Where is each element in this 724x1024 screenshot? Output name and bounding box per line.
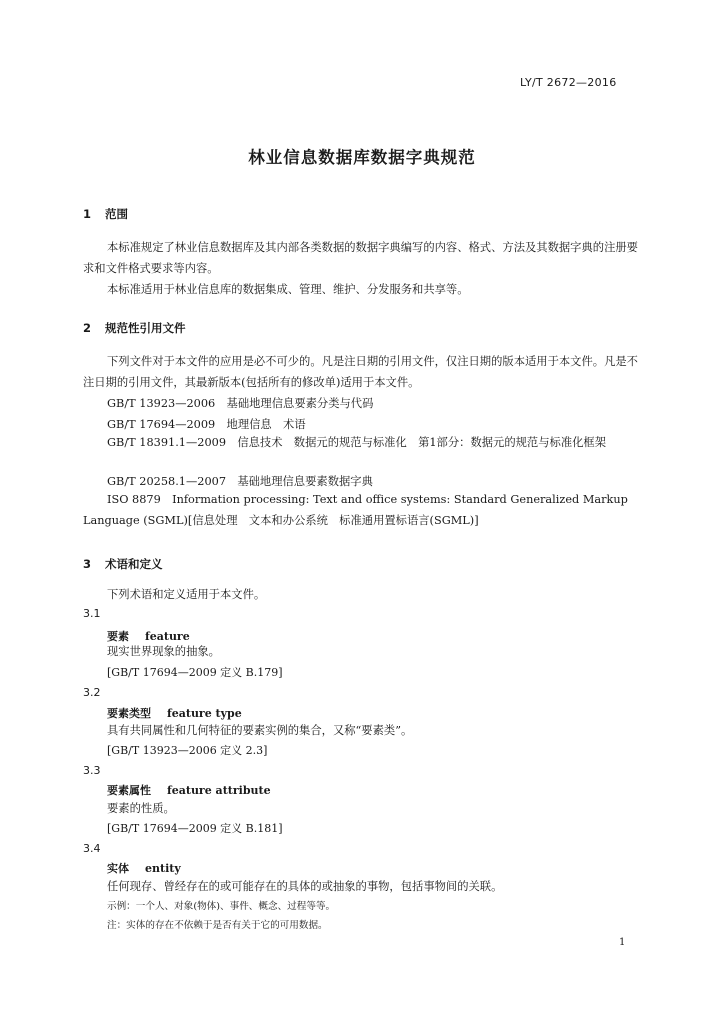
section-number: 3 xyxy=(83,557,92,571)
term-number: 3.2 xyxy=(83,686,101,699)
section-title: 范围 xyxy=(105,207,128,221)
term-name xyxy=(107,705,242,721)
term-en: feature xyxy=(145,630,190,643)
term-definition: 要素的性质。 xyxy=(107,802,175,815)
normative-ref: GB/T 18391.1—2009 信息技术 数据元的规范与标准化 第1部分：数据元的规范与标准化框架 xyxy=(107,436,607,449)
terms-intro: 下列术语和定义适用于本文件。 xyxy=(107,588,266,601)
term-number: 3.3 xyxy=(83,764,101,777)
term-cn: 要素 xyxy=(107,630,129,643)
document-title: 林业信息数据库数据字典规范 xyxy=(248,148,476,167)
term-number: 3.4 xyxy=(83,842,101,855)
scope-paragraph-1: 本标准规定了林业信息数据库及其内部各类数据的数据字典编写的内容、格式、方法及其数据字典的注册要求和文件格式要求等内容。 xyxy=(83,241,638,275)
term-cn: 要素属性 xyxy=(107,784,151,797)
term-number: 3.1 xyxy=(83,607,101,620)
term-example: 示例：一个人、对象(物体)、事件、概念、过程等等。 xyxy=(107,901,336,912)
page-number: 1 xyxy=(619,937,626,948)
term-definition: 具有共同属性和几何特征的要素实例的集合，又称“要素类”。 xyxy=(107,724,413,737)
normative-ref: ISO 8879 Information processing: Text and office systems: Standard Generalized Markup Language (SGML)[信息处理 文本和办公系统 标准通用置标语言(SGML)] xyxy=(83,493,628,527)
normative-intro: 下列文件对于本文件的应用是必不可少的。凡是注日期的引用文件，仅注日期的版本适用于本文件。凡是不注日期的引用文件，其最新版本(包括所有的修改单)适用于本文件。 xyxy=(83,355,638,389)
term-source: [GB/T 17694—2009 定义 B.181] xyxy=(107,822,283,835)
term-definition: 任何现存、曾经存在的或可能存在的具体的或抽象的事物，包括事物间的关联。 xyxy=(107,880,503,893)
normative-ref: GB/T 17694—2009 地理信息 术语 xyxy=(107,418,306,431)
term-name xyxy=(107,860,181,876)
section-number: 1 xyxy=(83,207,92,221)
term-name xyxy=(107,782,271,798)
term-note: 注：实体的存在不依赖于是否有关于它的可用数据。 xyxy=(107,920,328,931)
term-en: feature attribute xyxy=(167,784,271,797)
normative-ref: GB/T 13923—2006 基础地理信息要素分类与代码 xyxy=(107,397,374,410)
term-cn: 实体 xyxy=(107,862,129,875)
normative-ref: GB/T 20258.1—2007 基础地理信息要素数据字典 xyxy=(107,475,373,488)
section-title: 术语和定义 xyxy=(105,557,163,571)
term-en: feature type xyxy=(167,707,242,720)
term-cn: 要素类型 xyxy=(107,707,151,720)
term-source: [GB/T 13923—2006 定义 2.3] xyxy=(107,744,268,757)
term-name xyxy=(107,628,190,644)
term-en: entity xyxy=(145,862,181,875)
section-number: 2 xyxy=(83,321,92,335)
section-2-heading xyxy=(83,320,186,336)
section-title: 规范性引用文件 xyxy=(105,321,186,335)
standard-code: LY/T 2672—2016 xyxy=(520,76,617,89)
term-source: [GB/T 17694—2009 定义 B.179] xyxy=(107,666,283,679)
section-1-heading xyxy=(83,206,128,222)
scope-paragraph-2: 本标准适用于林业信息库的数据集成、管理、维护、分发服务和共享等。 xyxy=(107,283,469,296)
section-3-heading xyxy=(83,556,163,572)
term-definition: 现实世界现象的抽象。 xyxy=(107,645,220,658)
